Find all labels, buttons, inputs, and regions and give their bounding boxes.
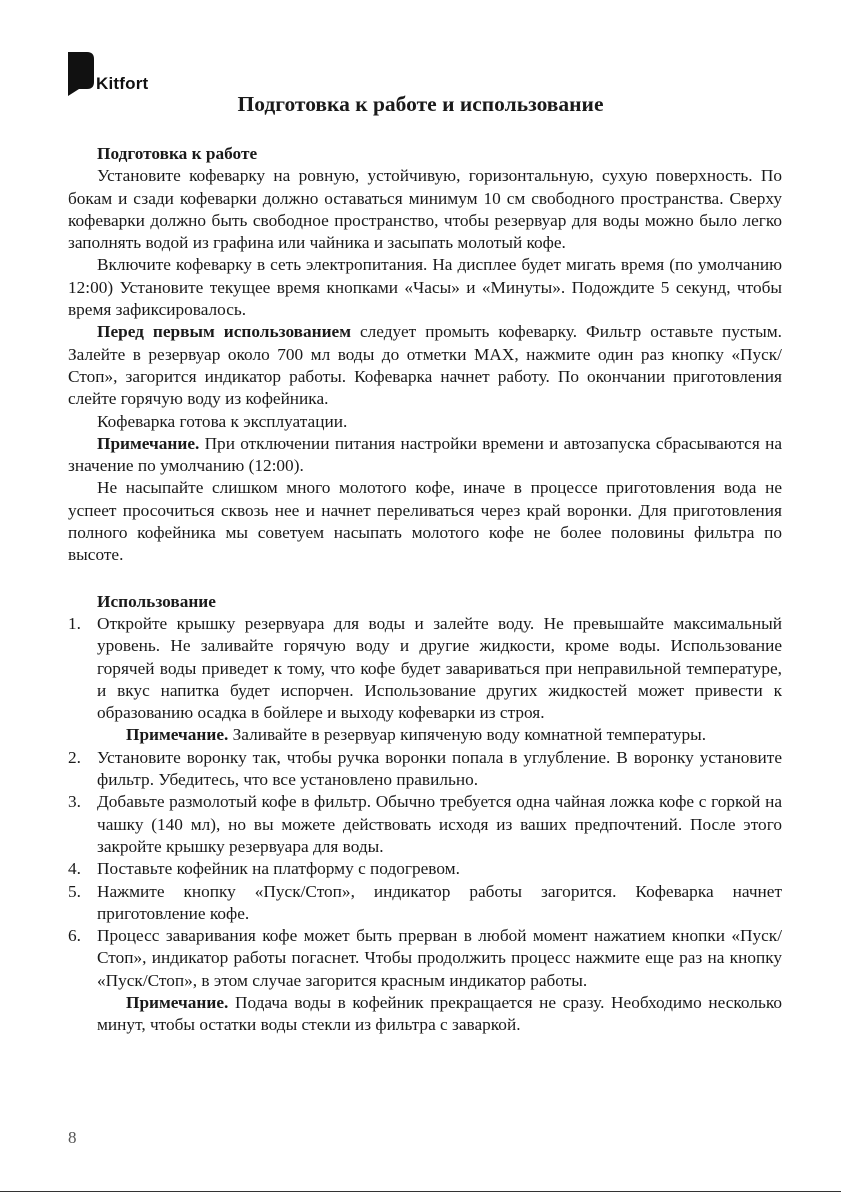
page-title: Подготовка к работе и использование [237,92,604,116]
note-paragraph [97,724,782,746]
step-number: 4. [68,859,81,879]
main-content [68,143,782,1037]
list-item [68,858,782,880]
step-number: 3. [68,792,81,812]
note-label: Примечание. [97,433,200,453]
paragraph [68,321,782,410]
brand-name: Kitfort [96,74,149,93]
step-text: Поставьте кофейник на платформу с подогревом. [97,859,460,879]
brand-logo [68,52,148,96]
list-item [68,613,782,747]
step-number: 1. [68,613,81,633]
step-text: Добавьте размолотый кофе в фильтр. Обычно требуется одна чайная ложка кофе с горкой на чашку (140 мл), но вы можете действовать исходя из ваших предпочтений. После этого закройте крышку резервуара для воды. [97,792,782,856]
note-label: Примечание. [126,992,229,1012]
step-text: Установите воронку так, чтобы ручка воронки попала в углубление. В воронку установите фильтр. Убедитесь, что все установлено правильно. [97,747,782,790]
paragraph: Включите кофеварку в сеть электропитания. На дисплее будет мигать время (по умолчанию 12:00) Установите текущее время кнопками «Часы» и «Минуты». Подождите 5 секунд, чтобы время зафиксировалось. [68,255,782,320]
paragraph: Не насыпайте слишком много молотого кофе, иначе в процессе приготовления вода не успеет просочиться сквозь нее и начнет переливаться через край воронки. Для приготовления полного кофейника мы советуем насыпать молотого кофе не более половины фильтра по высоте. [68,478,782,565]
note-paragraph [68,433,782,478]
list-item [68,881,782,926]
note-label: Примечание. [126,725,229,745]
section-heading-prep: Подготовка к работе [97,144,258,163]
page-number: 8 [68,1128,77,1147]
step-number: 6. [68,926,81,946]
kitfort-logo-icon [68,52,94,96]
step-text: Нажмите кнопку «Пуск/Стоп», индикатор работы загорится. Кофеварка начнет приготовление кофе. [97,881,782,923]
step-text: Процесс заваривания кофе может быть прерван в любой момент нажатием кнопки «Пуск/Стоп», индикатор работы погаснет. Чтобы продолжить процесс нажмите еще раз на кнопку «Пуск/Стоп», в этом случае загорится красным индикатор работы. [97,926,782,990]
paragraph-text: следует промыть кофеварку. Фильтр оставьте пустым. Залейте в резервуар около 700 мл воды до отметки MAX, нажмите один раз кнопку «Пуск/Стоп», загорится индикатор работы. Кофеварка начнет работу. По окончании приготовления слейте горячую воду из кофейника. [68,322,782,409]
bottom-divider [0,1191,841,1192]
step-text: Откройте крышку резервуара для воды и залейте воду. Не превышайте максимальный уровень. Не заливайте горячую воду и другие жидкости, кроме воды. Использование горячей воды приведет к тому, что кофе будет завариваться при неправильной температуре, и вкус напитка будет испорчен. Использование других жидкостей может привести к образованию осадка в бойлере и выходу кофеварки из строя. [97,613,782,723]
paragraph: Кофеварка готова к эксплуатации. [97,411,348,431]
note-text: При отключении питания настройки времени и автозапуска сбрасываются на значение по умолчанию (12:00). [68,433,782,476]
step-number: 2. [68,747,81,767]
paragraph: Установите кофеварку на ровную, устойчивую, горизонтальную, сухую поверхность. По бокам и сзади кофеварки должно оставаться минимум 10 см свободного пространства. Сверху кофеварки должно быть свободное пространство, чтобы резервуар для воды можно было легко заполнять водой из графина или чайника и засыпать молотый кофе. [68,166,782,253]
note-text: Подача воды в кофейник прекращается не сразу. Необходимо несколько минут, чтобы остатки воды стекли из фильтра с заваркой. [97,992,782,1035]
usage-steps-list [68,613,782,1037]
section-heading-usage: Использование [97,591,216,611]
note-paragraph [97,992,782,1037]
bold-lead: Перед первым использованием [97,322,351,342]
list-item [68,925,782,1036]
list-item [68,747,782,792]
list-item [68,791,782,858]
note-text: Заливайте в резервуар кипяченую воду комнатной температуры. [228,725,707,745]
step-number: 5. [68,881,81,901]
